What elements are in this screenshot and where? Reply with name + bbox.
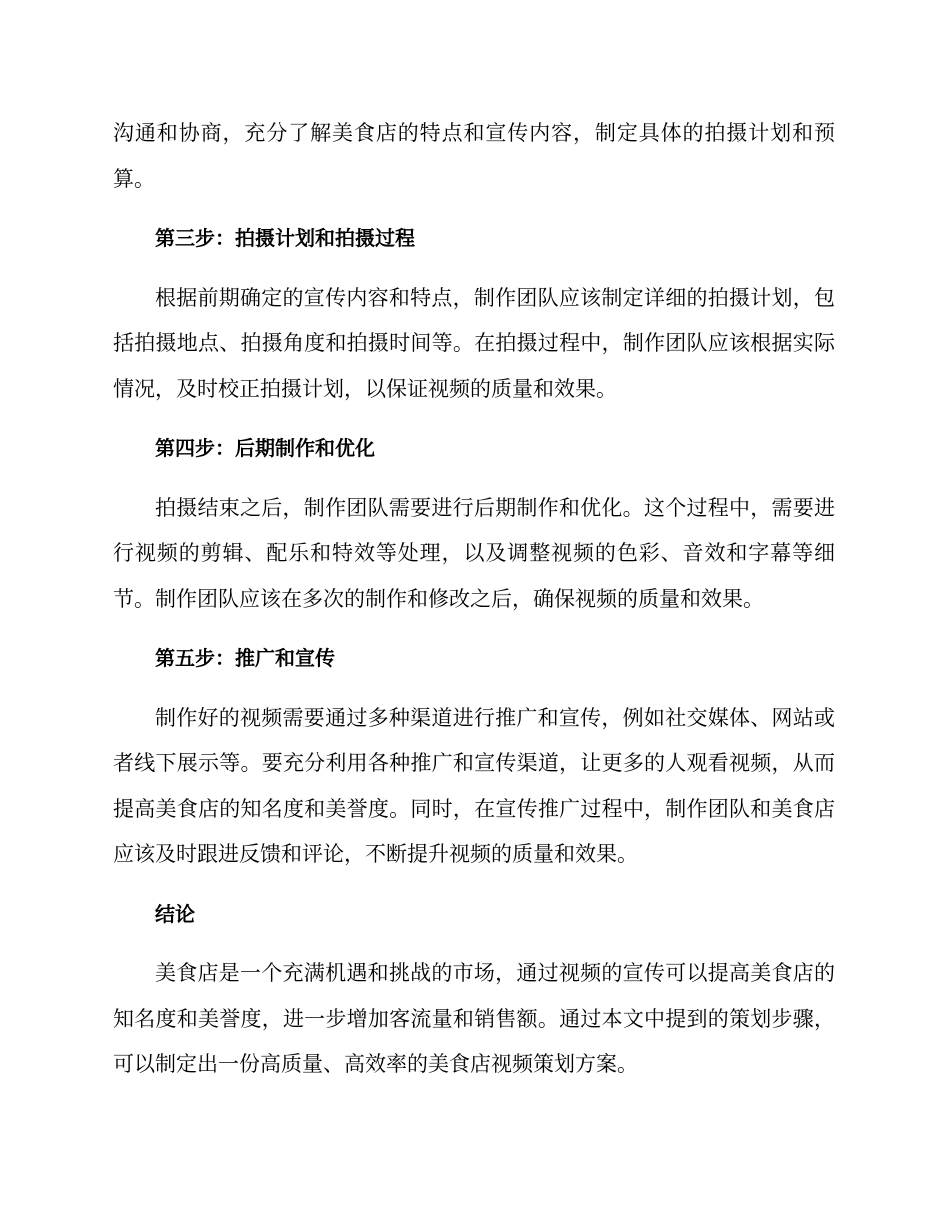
paragraph-conclusion: 美食店是一个充满机遇和挑战的市场，通过视频的宣传可以提高美食店的知名度和美誉度，进一步增加客流量和销售额。通过本文中提到的策划步骤，可以制定出一份高质量、高效率的美食店视频策划方案。: [113, 961, 835, 1076]
paragraph-step-five: 制作好的视频需要通过多种渠道进行推广和宣传，例如社交媒体、网站或者线下展示等。要充分利用各种推广和宣传渠道，让更多的人观看视频，从而提高美食店的知名度和美誉度。同时，在宣传推广过程中，制作团队和美食店应该及时跟进反馈和评论，不断提升视频的质量和效果。: [113, 705, 835, 866]
paragraph-continuation: 沟通和协商，充分了解美食店的特点和宣传内容，制定具体的拍摄计划和预算。: [113, 121, 835, 191]
heading-step-four: 第四步：后期制作和优化: [155, 436, 375, 460]
heading-step-three: 第三步：拍摄计划和拍摄过程: [155, 226, 415, 250]
heading-step-five: 第五步：推广和宣传: [155, 646, 335, 670]
document-body: [113, 111, 835, 1088]
paragraph-step-four: 拍摄结束之后，制作团队需要进行后期制作和优化。这个过程中，需要进行视频的剪辑、配乐和特效等处理，以及调整视频的色彩、音效和字幕等细节。制作团队应该在多次的制作和修改之后，确保视频的质量和效果。: [113, 495, 835, 611]
heading-conclusion: 结论: [155, 901, 195, 926]
paragraph-step-three: 根据前期确定的宣传内容和特点，制作团队应该制定详细的拍摄计划，包括拍摄地点、拍摄角度和拍摄时间等。在拍摄过程中，制作团队应该根据实际情况，及时校正拍摄计划，以保证视频的质量和效果。: [113, 285, 835, 401]
